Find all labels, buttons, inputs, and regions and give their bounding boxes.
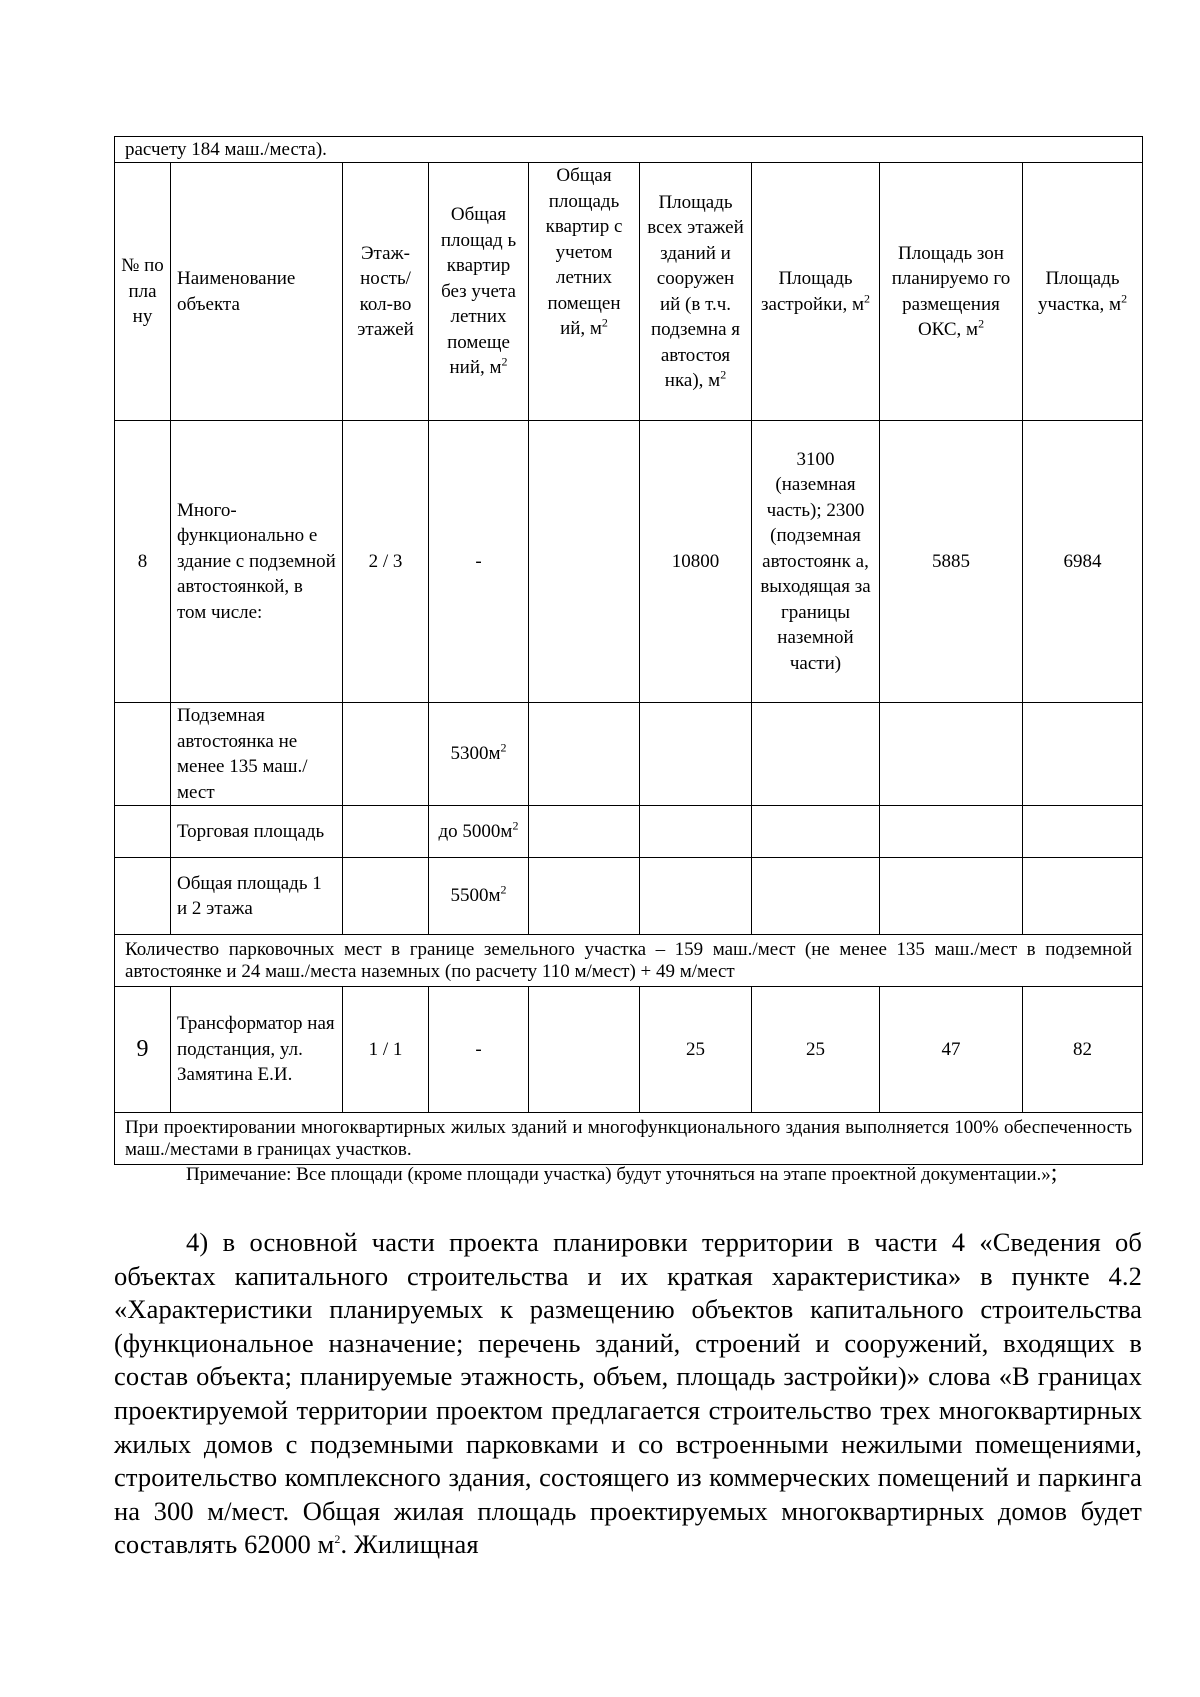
cell-plot: 6984 <box>1023 421 1143 703</box>
continuation-row <box>115 137 1143 163</box>
cell-zones: 47 <box>880 987 1023 1113</box>
data-table-wrapper <box>114 136 1142 1165</box>
table-footnote: Примечание: Все площади (кроме площади участка) будут уточняться на этапе проектной документации.»; <box>186 1160 1058 1186</box>
cell-all-floors: 10800 <box>640 421 752 703</box>
header-built-area: Площадь застройки, $м^2$ <box>752 163 880 421</box>
header-area-no-summer: Общая площад ь квартир без учета летних помеще ний, $м^2$ <box>429 163 529 421</box>
table-row-8 <box>115 421 1143 703</box>
header-area-with-summer: Общая площадь квартир с учетом летних помещен ий, $м^2$ <box>529 163 640 421</box>
cell-no: 8 <box>115 421 171 703</box>
cell-area: до $5000м^2$ <box>429 806 529 858</box>
bottom-note-row <box>115 1113 1143 1165</box>
cell-zones: 5885 <box>880 421 1023 703</box>
table-row-sub-2 <box>115 806 1143 858</box>
cell-name: Общая площадь 1 и 2 этажа <box>171 858 343 935</box>
cell-all-floors: 25 <box>640 987 752 1113</box>
cell-area-no-summer: - <box>429 987 529 1113</box>
parking-note-row <box>115 935 1143 987</box>
cell-floors: 1 / 1 <box>343 987 429 1113</box>
header-row <box>115 163 1143 421</box>
cell-built: 3100 (наземная часть); 2300 (подземная автостоянк а, выходящая за границы наземной части) <box>752 421 880 703</box>
parking-note: Количество парковочных мест в границе земельного участка – 159 маш./мест (не менее 135 маш./мест в подземной автостоянке и 24 маш./места наземных (по расчету 110 м/мест) + 49 м/мест <box>115 935 1143 987</box>
header-all-floors-area: Площадь всех этажей зданий и сооружен ий (в т.ч. подземна я автостоя нка), $м^2$ <box>640 163 752 421</box>
table-row-sub-1 <box>115 703 1143 806</box>
cell-name: Много-функционально е здание с подземной автостоянкой, в том числе: <box>171 421 343 703</box>
cell-area-with-summer <box>529 421 640 703</box>
body-paragraph: 4) в основной части проекта планировки территории в части 4 «Сведения об объектах капитального строительства и их краткая характеристика» в пункте 4.2 «Характеристики планируемых к размещению объектов капитального строительства (функциональное назначение; перечень зданий, строений и сооружений, входящих в состав объекта; планируемые этажность, объем, площадь застройки)» слова «В границах проектируемой территории проектом предлагается строительство трех многоквартирных жилых домов с подземными парковками и со встроенными нежилыми помещениями, строительство комплексного здания, состоящего из коммерческих помещений и паркинга на 300 м/мест. Общая жилая площадь проектируемых многоквартирных домов будет составлять 62000 $м^2$. Жилищная <box>114 1227 1142 1560</box>
table-row-9 <box>115 987 1143 1113</box>
header-no: № по пла ну <box>115 163 171 421</box>
cell-name: Подземная автостоянка не менее 135 маш./мест <box>171 703 343 806</box>
objects-table <box>114 136 1143 1165</box>
table-row-sub-3 <box>115 858 1143 935</box>
cell-plot: 82 <box>1023 987 1143 1113</box>
cell-floors: 2 / 3 <box>343 421 429 703</box>
cell-built: 25 <box>752 987 880 1113</box>
cell-area: $5500м^2$ <box>429 858 529 935</box>
header-name: Наименование объекта <box>171 163 343 421</box>
cell-area-no-summer: - <box>429 421 529 703</box>
cell-area: $5300м^2$ <box>429 703 529 806</box>
header-floors: Этаж-ность/ кол-во этажей <box>343 163 429 421</box>
header-plot-area: Площадь участка, $м^2$ <box>1023 163 1143 421</box>
bottom-note: При проектировании многоквартирных жилых зданий и многофункционального здания выполняется 100% обеспеченность маш./местами в границах участков. <box>115 1113 1143 1165</box>
cell-area-with-summer <box>529 987 640 1113</box>
cell-no: 9 <box>115 987 171 1113</box>
cell-name: Трансформатор ная подстанция, ул. Замятина Е.И. <box>171 987 343 1113</box>
continuation-text: расчету 184 маш./места). <box>115 137 1143 163</box>
header-zones-area: Площадь зон планируемо го размещения ОКС, $м^2$ <box>880 163 1023 421</box>
cell-name: Торговая площадь <box>171 806 343 858</box>
